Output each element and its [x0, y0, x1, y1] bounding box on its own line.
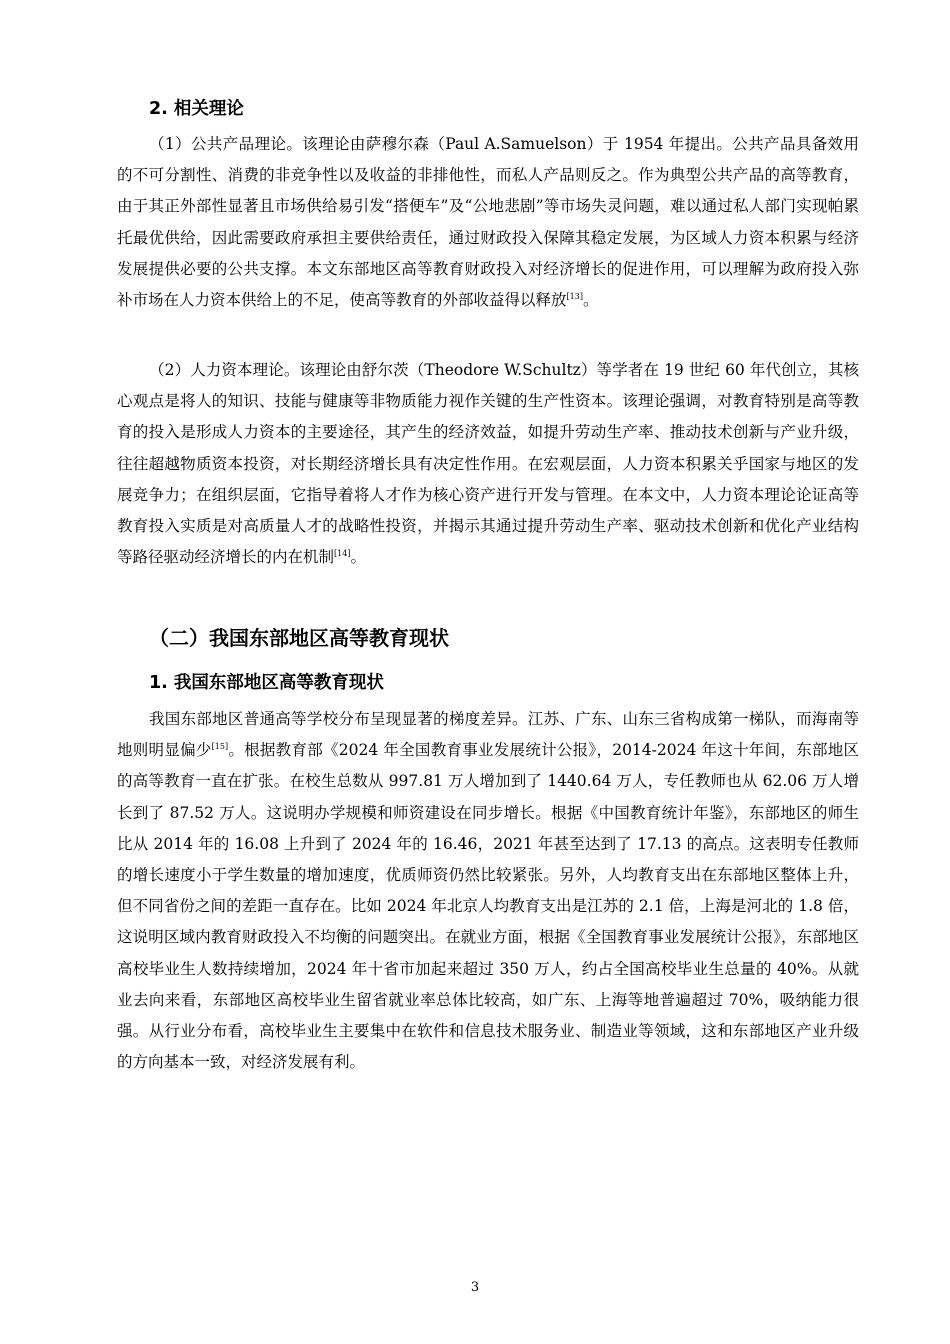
section-heading-eastern-status: （二）我国东部地区高等教育现状 [149, 626, 449, 650]
citation-15: [15] [211, 742, 229, 752]
citation-13: [13] [566, 292, 583, 302]
paragraph-text: （2）人力资本理论。该理论由舒尔茨（Theodore W.Schultz）等学者在 19 世纪 60 年代创立，其核心观点是将人的知识、技能与健康等非物质能力视作关键的生产性资本。该理论强调，对教育特别是高等教育的投入是形成人力资本的主要途径，其产生的经济效益，如提升劳动生产率、推动技术创新与产业升级，往往超越物质资本投资，对长期经济增长具有决定性作用。在宏观层面，人力资本积累关乎国家与地区的发展竞争力；在组织层面，它指导着将人才作为核心资产进行开发与管理。在本文中，人力资本理论论证高等教育投入实质是对高质量人才的战略性投资，并揭示其通过提升劳动生产率、驱动技术创新和优化产业结构等路径驱动经济增长的内在机制 [117, 361, 859, 567]
paragraph-end: 。 [582, 291, 599, 310]
paragraph-human-capital-theory [117, 355, 859, 573]
section-heading-related-theory: 2. 相关理论 [149, 99, 244, 119]
paragraph-text-b: 。根据教育部《2024 年全国教育事业发展统计公报》，2014-2024 年这十年间，东部地区的高等教育一直在扩张。在校生总数从 997.81 万人增加到了 1440.64 万人，专任教师也从 62.06 万人增长到了 87.52 万人。这说明办学规模和师资建设在同步增长。根据《中国教育统计年鉴》，东部地区的师生比从 2014 年的 16.08 上升到了 2024 年的 16.46，2021 年甚至达到了 17.13 的高点。这表明专任教师的增长速度小于学生数量的增加速度，优质师资仍然比较紧张。另外，人均教育支出在东部地区整体上升，但不同省份之间的差距一直存在。比如 2024 年北京人均教育支出是江苏的 2.1 倍，上海是河北的 1.8 倍，这说明区域内教育财政投入不均衡的问题突出。在就业方面，根据《全国教育事业发展统计公报》，东部地区高校毕业生人数持续增加，2024 年十省市加起来超过 350 万人，约占全国高校毕业生总量的 40%。从就业去向来看，东部地区高校毕业生留省就业率总体比较高，如广东、上海等地普遍超过 70%，吸纳能力很强。从行业分布看，高校毕业生主要集中在软件和信息技术服务业、制造业等领域，这和东部地区产业升级的方向基本一致，对经济发展有利。 [117, 741, 859, 1072]
paragraph-text: （1）公共产品理论。该理论由萨穆尔森（Paul A.Samuelson）于 1954 年提出。公共产品具备效用的不可分割性、消费的非竞争性以及收益的非排他性，而私人产品则反之。作为典型公共产品的高等教育，由于其正外部性显著且市场供给易引发“搭便车”及“公地悲剧”等市场失灵问题，难以通过私人部门实现帕累托最优供给，因此需要政府承担主要供给责任，通过财政投入保障其稳定发展，为区域人力资本积累与经济发展提供必要的公共支撑。本文东部地区高等教育财政投入对经济增长的促进作用，可以理解为政府投入弥补市场在人力资本供给上的不足，使高等教育的外部收益得以释放 [117, 135, 859, 310]
subsection-heading-eastern-status: 1. 我国东部地区高等教育现状 [149, 673, 384, 693]
page-number: 3 [470, 1280, 480, 1295]
paragraph-eastern-higher-education [117, 704, 859, 1078]
citation-14: [14] [334, 549, 351, 559]
paragraph-text-a: 我国东部地区普通高等学校分布呈现显著的梯度差异。江苏、广东、山东三省构成第一梯队，而海南等地则明显偏少 [117, 710, 859, 760]
paragraph-public-goods-theory [117, 129, 859, 316]
paragraph-end: 。 [350, 548, 366, 567]
